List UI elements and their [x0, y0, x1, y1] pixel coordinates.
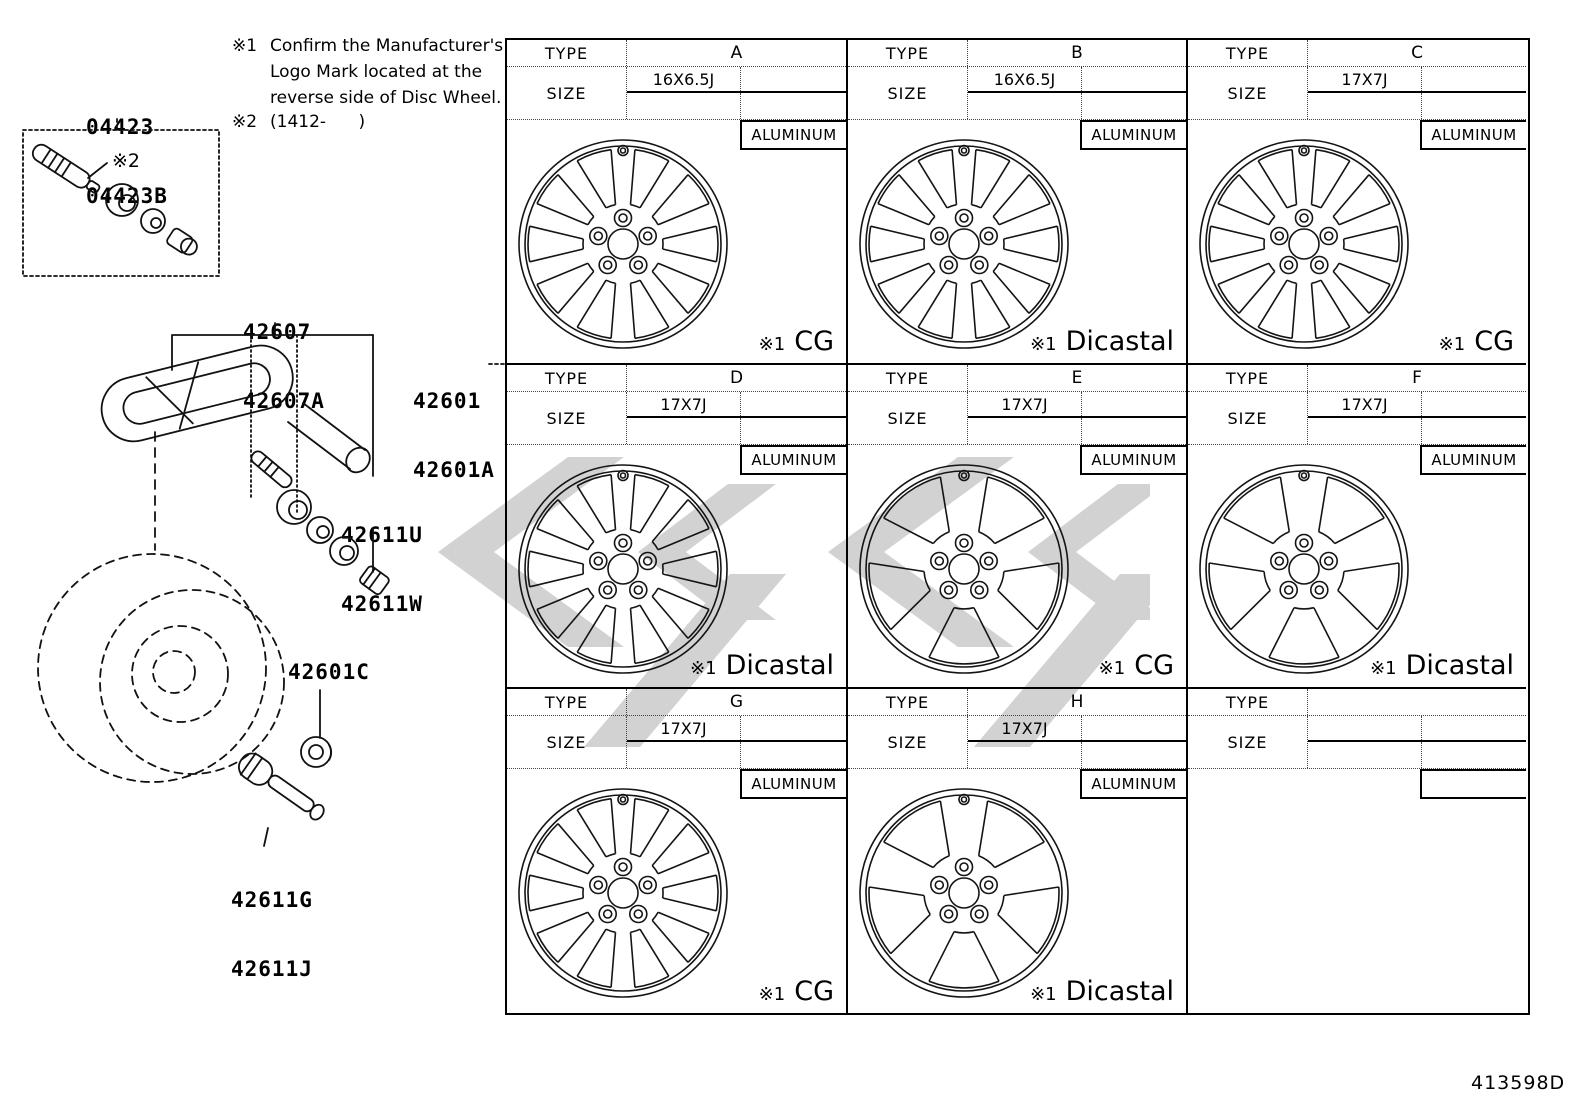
document-code: 413598D — [1471, 1072, 1566, 1094]
size-label: SIZE — [848, 392, 968, 444]
type-value: H — [1070, 692, 1084, 712]
size-label: SIZE — [848, 716, 968, 768]
manufacturer-name: CG — [1134, 650, 1174, 681]
size-label: SIZE — [1188, 716, 1308, 768]
type-label: TYPE — [507, 40, 627, 66]
exploded-parts-drawing — [0, 0, 505, 1099]
hub-nut-icon — [301, 737, 331, 767]
type-value: G — [729, 692, 744, 712]
type-label: TYPE — [848, 365, 968, 391]
type-value: C — [1411, 43, 1423, 63]
type-value: E — [1071, 368, 1083, 388]
type-value — [1308, 689, 1526, 715]
part-number: 04423B — [86, 184, 168, 208]
part-number: 04423 — [86, 115, 155, 139]
size-label: SIZE — [507, 392, 627, 444]
valve-ref-marker: ※2 — [112, 150, 141, 172]
size-value: 17X7J — [1001, 718, 1048, 738]
manufacturer-name: Dicastal — [1405, 650, 1514, 681]
manufacturer-name: CG — [794, 976, 834, 1007]
wheel-type-table — [505, 38, 1530, 1015]
material-badge: ALUMINUM — [740, 120, 846, 150]
type-label: TYPE — [848, 40, 968, 66]
size-value: 16X6.5J — [993, 69, 1056, 89]
type-label: TYPE — [507, 365, 627, 391]
footnote-marker: ※1 — [690, 658, 717, 679]
part-number: 42611U — [341, 523, 423, 547]
footnote-1-line2: Logo Mark located at the — [270, 62, 483, 82]
footnote-2-text: (1412- ) — [270, 112, 366, 132]
footnote-1-line1: Confirm the Manufacturer's — [270, 36, 504, 56]
wheel-cell-D — [507, 365, 848, 689]
material-badge: ALUMINUM — [740, 769, 846, 799]
footnote-marker: ※1 — [758, 334, 786, 355]
size-label: SIZE — [507, 67, 627, 119]
manufacturer-name: Dicastal — [1065, 326, 1174, 357]
material-badge: ALUMINUM — [1420, 120, 1526, 150]
footnote-marker: ※1 — [758, 984, 786, 1005]
material-badge: ALUMINUM — [1080, 769, 1186, 799]
manufacturer-name: CG — [794, 326, 834, 357]
size-label: SIZE — [1188, 67, 1308, 119]
wheel-cell-G — [507, 689, 848, 1013]
type-value: F — [1412, 368, 1422, 388]
manufacturer-name: Dicastal — [725, 650, 834, 681]
size-value: 17X7J — [1341, 69, 1388, 89]
part-number: 42611J — [231, 957, 313, 981]
footnote-marker: ※1 — [1098, 658, 1126, 679]
part-number: 42607 — [243, 320, 312, 344]
wheel-cell-H — [848, 689, 1188, 1013]
tire-valve-icon — [234, 749, 329, 827]
material-badge: ALUMINUM — [1080, 120, 1186, 150]
footnote-2-marker: ※2 — [232, 112, 258, 132]
type-label: TYPE — [1188, 689, 1308, 715]
size-value: 17X7J — [660, 718, 707, 738]
size-label: SIZE — [507, 716, 627, 768]
part-label-hub-nut: 42601C — [288, 660, 370, 684]
size-value: 17X7J — [1341, 394, 1388, 414]
wheel-cell-F — [1188, 365, 1526, 689]
wheel-illustration — [856, 136, 1072, 352]
wheel-illustration — [1196, 136, 1412, 352]
wheel-illustration — [1196, 461, 1412, 677]
part-number: 42601 — [413, 389, 482, 413]
type-label: TYPE — [507, 689, 627, 715]
material-badge: ALUMINUM — [1080, 445, 1186, 475]
tire-outline — [38, 554, 284, 782]
size-value: 16X6.5J — [652, 69, 715, 89]
type-label: TYPE — [1188, 365, 1308, 391]
part-number: 42601A — [413, 458, 495, 482]
valve-core-icon — [30, 142, 103, 198]
type-value: D — [729, 368, 744, 388]
material-badge: ALUMINUM — [1420, 445, 1526, 475]
footnote-1-line3: reverse side of Disc Wheel. — [270, 88, 502, 108]
type-label: TYPE — [848, 689, 968, 715]
size-value: 17X7J — [1001, 394, 1048, 414]
wheel-cell-empty — [1188, 689, 1526, 1013]
size-value — [1308, 716, 1421, 740]
manufacturer-name: CG — [1474, 326, 1514, 357]
type-value: B — [1071, 43, 1083, 63]
footnote-1-marker: ※1 — [232, 36, 258, 56]
wheel-illustration — [515, 136, 731, 352]
part-number: 42607A — [243, 389, 325, 413]
part-number: 42611W — [341, 592, 423, 616]
size-label: SIZE — [848, 67, 968, 119]
material-badge: ALUMINUM — [740, 445, 846, 475]
footnote-marker: ※1 — [1030, 984, 1057, 1005]
size-value: 17X7J — [660, 394, 707, 414]
wheel-cell-C — [1188, 40, 1526, 365]
footnote-marker: ※1 — [1370, 658, 1397, 679]
wheel-illustration — [515, 461, 731, 677]
type-value: A — [730, 43, 743, 63]
wheel-illustration — [856, 461, 1072, 677]
size-label: SIZE — [1188, 392, 1308, 444]
wheel-cell-E — [848, 365, 1188, 689]
footnote-marker: ※1 — [1030, 334, 1057, 355]
manufacturer-name: Dicastal — [1065, 976, 1174, 1007]
wheel-illustration — [856, 785, 1072, 1001]
wheel-cell-A — [507, 40, 848, 365]
part-number: 42611G — [231, 888, 313, 912]
wheel-cell-B — [848, 40, 1188, 365]
material-badge — [1420, 769, 1526, 799]
wheel-illustration — [515, 785, 731, 1001]
tpms-sensor-icon — [95, 339, 300, 448]
type-label: TYPE — [1188, 40, 1308, 66]
footnote-marker: ※1 — [1438, 334, 1466, 355]
